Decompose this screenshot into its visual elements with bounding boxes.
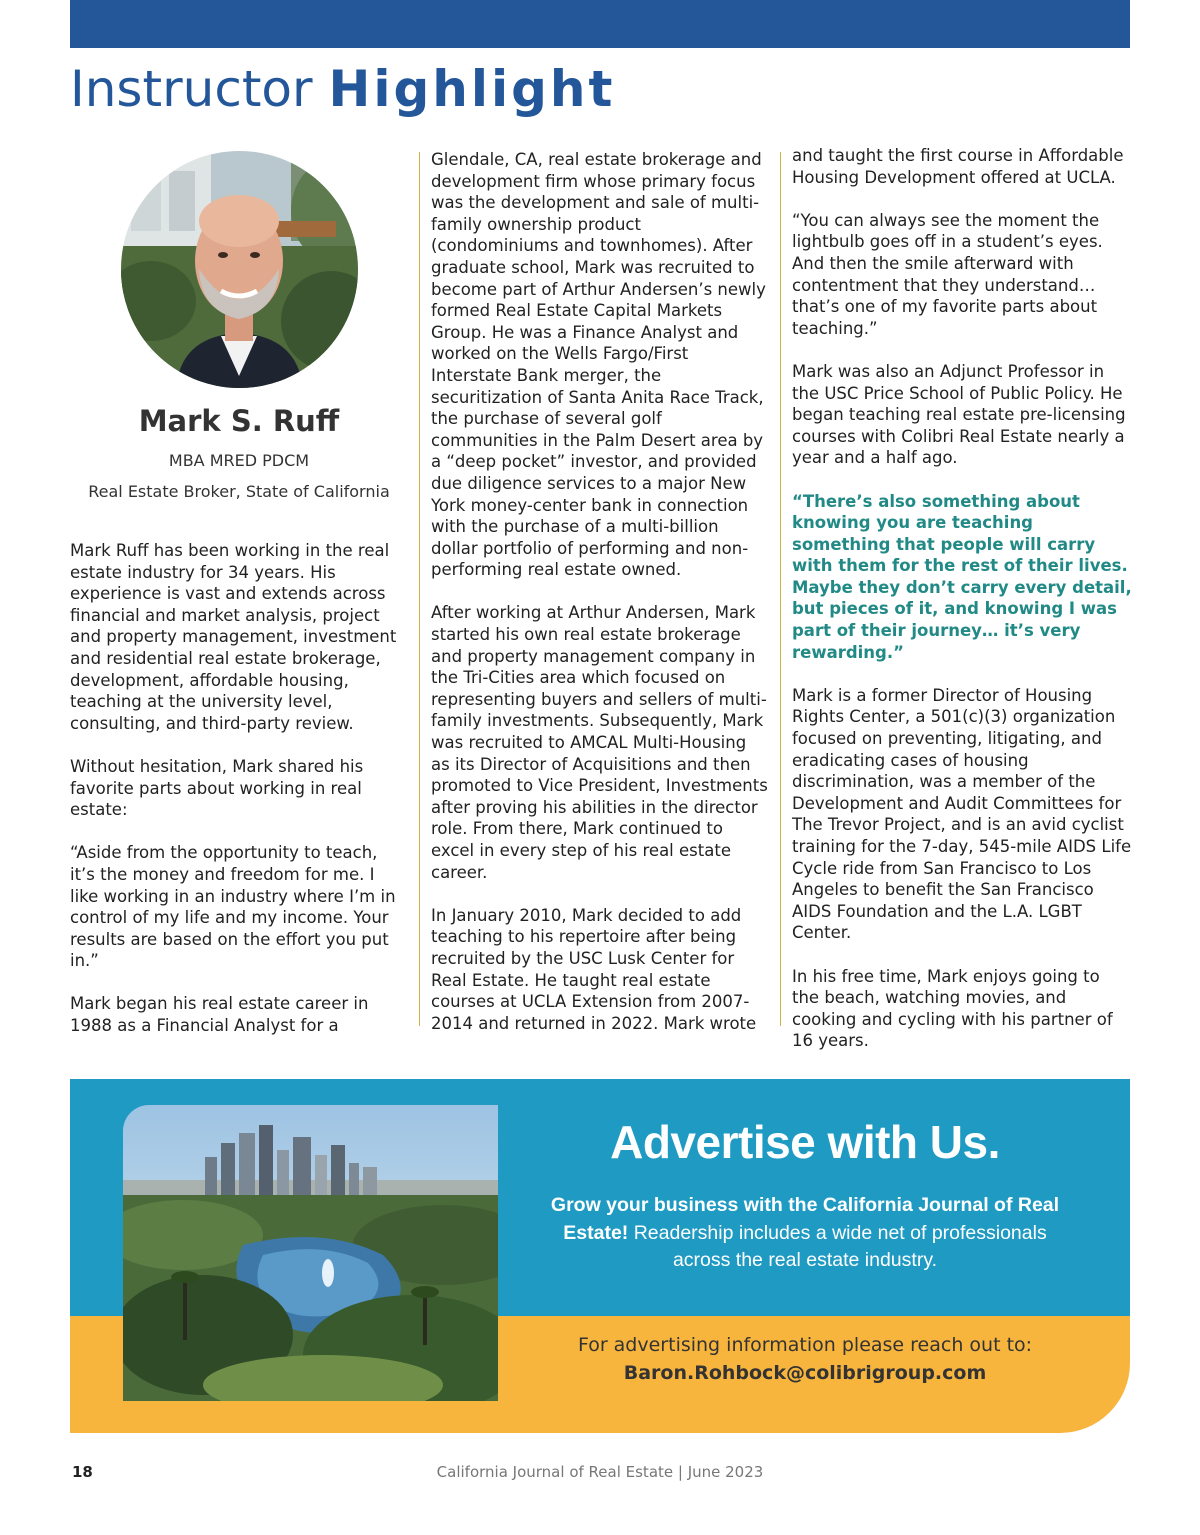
article-column-2 (431, 149, 769, 1056)
column-divider (419, 152, 420, 1026)
paragraph: In January 2010, Mark decided to add teaching to his repertoire after being recruited by the USC Lusk Center for Real Estate. He taught real estate courses at UCLA Extension from 2007-2014 and returned in 2022. Mark wrote (431, 905, 757, 1033)
paragraph: Glendale, CA, real estate brokerage and development firm whose primary focus was the development and sale of multi-family ownership product (condominiums and townhomes). After graduate school, Mark was recruited to become part of Arthur Andersen’s newly formed Real Estate Capital Markets Group. He was a Finance Analyst and worked on the Wells Fargo/First Interstate Bank merger, the securitization of Santa Anita Race Track, the purchase of several golf communities in the Palm Desert area by a “deep pocket” investor, and provided due diligence services to a major New York money-center bank in connection with the purchase of a multi-billion dollar portfolio of performing and non-performing real estate owned. (431, 150, 766, 580)
instructor-credentials: MBA MRED PDCM (168, 451, 310, 470)
page-number: 18 (72, 1463, 93, 1481)
quote-paragraph: “Aside from the opportunity to teach, it’s the money and freedom for me. I like working in an industry where I’m in control of my life and my income. Your results are based on the effort you put in.” (70, 843, 396, 971)
title-bold: Highlight (328, 60, 616, 118)
pull-quote: “There’s also something about knowing you are teaching something that people will carry with them for the rest of their lives. Maybe they don’t carry every detail, but pieces of it, and knowing I was part of their journey… it’s very rewarding.” (792, 491, 1132, 662)
ad-contact-email[interactable]: Baron.Rohbock@colibrigroup.com (623, 1362, 987, 1384)
ad-description-rest: Readership includes a wide net of professionals across the real estate industry. (628, 1221, 1047, 1271)
header-bar (70, 0, 1130, 48)
paragraph: Mark Ruff has been working in the real estate industry for 34 years. His experience is vast and extends across financial and market analysis, project and property management, investment and residential real estate brokerage, development, affordable housing, teaching at the university level, consulting, and third-party review. (70, 541, 397, 733)
article-column-3 (792, 145, 1132, 1074)
quote-paragraph: “You can always see the moment the lightbulb goes off in a student’s eyes. And then the smile afterward with contentment that they understand… that’s one of my favorite parts about teaching.” (792, 210, 1103, 338)
paragraph: and taught the first course in Affordable Housing Development offered at UCLA. (792, 146, 1124, 187)
publication-footer: California Journal of Real Estate | June 2023 (436, 1463, 764, 1481)
ad-contact (540, 1331, 1070, 1387)
paragraph: After working at Arthur Andersen, Mark started his own real estate brokerage and property management company in the Tri-Cities area which focused on representing buyers and sellers of multi-family investments. Subsequently, Mark was recruited to AMCAL Multi-Housing as its Director of Acquisitions and then promoted to Vice President, Investments after proving his abilities in the director role. From there, Mark continued to excel in every step of his real estate career. (431, 603, 768, 882)
article-column-1 (70, 540, 406, 1058)
paragraph: Without hesitation, Mark shared his favorite parts about working in real estate: (70, 756, 364, 820)
title-light: Instructor (70, 60, 313, 118)
city-skyline-photo (123, 1105, 498, 1401)
instructor-portrait (121, 151, 358, 388)
ad-description (540, 1192, 1070, 1275)
advertisement-banner (70, 1079, 1130, 1433)
paragraph: Mark began his real estate career in 1988 as a Financial Analyst for a (70, 994, 369, 1036)
ad-heading: Advertise with Us. (610, 1116, 1000, 1168)
instructor-name: Mark S. Ruff (138, 404, 340, 438)
page-title (70, 56, 615, 122)
paragraph: In his free time, Mark enjoys going to the beach, watching movies, and cooking and cycling with his partner of 16 years. (792, 966, 1113, 1051)
ad-description-bold: Grow your business with the California Journal of Real Estate! (550, 1194, 1060, 1244)
paragraph: Mark is a former Director of Housing Rights Center, a 501(c)(3) organization focused on preventing, litigating, and eradicating cases of housing discrimination, was a member of the Development and Audit Committees for The Trevor Project, and is an avid cyclist training for the 7-day, 545-mile AIDS Life Cycle ride from San Francisco to Los Angeles to benefit the San Francisco AIDS Foundation and the L.A. LGBT Center. (792, 685, 1132, 943)
portrait-illustration (121, 151, 358, 388)
instructor-role: Real Estate Broker, State of California (88, 482, 390, 501)
ad-contact-line: For advertising information please reach out to: (577, 1334, 1033, 1356)
skyline-illustration (123, 1105, 498, 1401)
column-divider (780, 152, 781, 1026)
paragraph: Mark was also an Adjunct Professor in the USC Price School of Public Policy. He began teaching real estate pre-licensing courses with Colibri Real Estate nearly a year and a half ago. (792, 361, 1126, 468)
